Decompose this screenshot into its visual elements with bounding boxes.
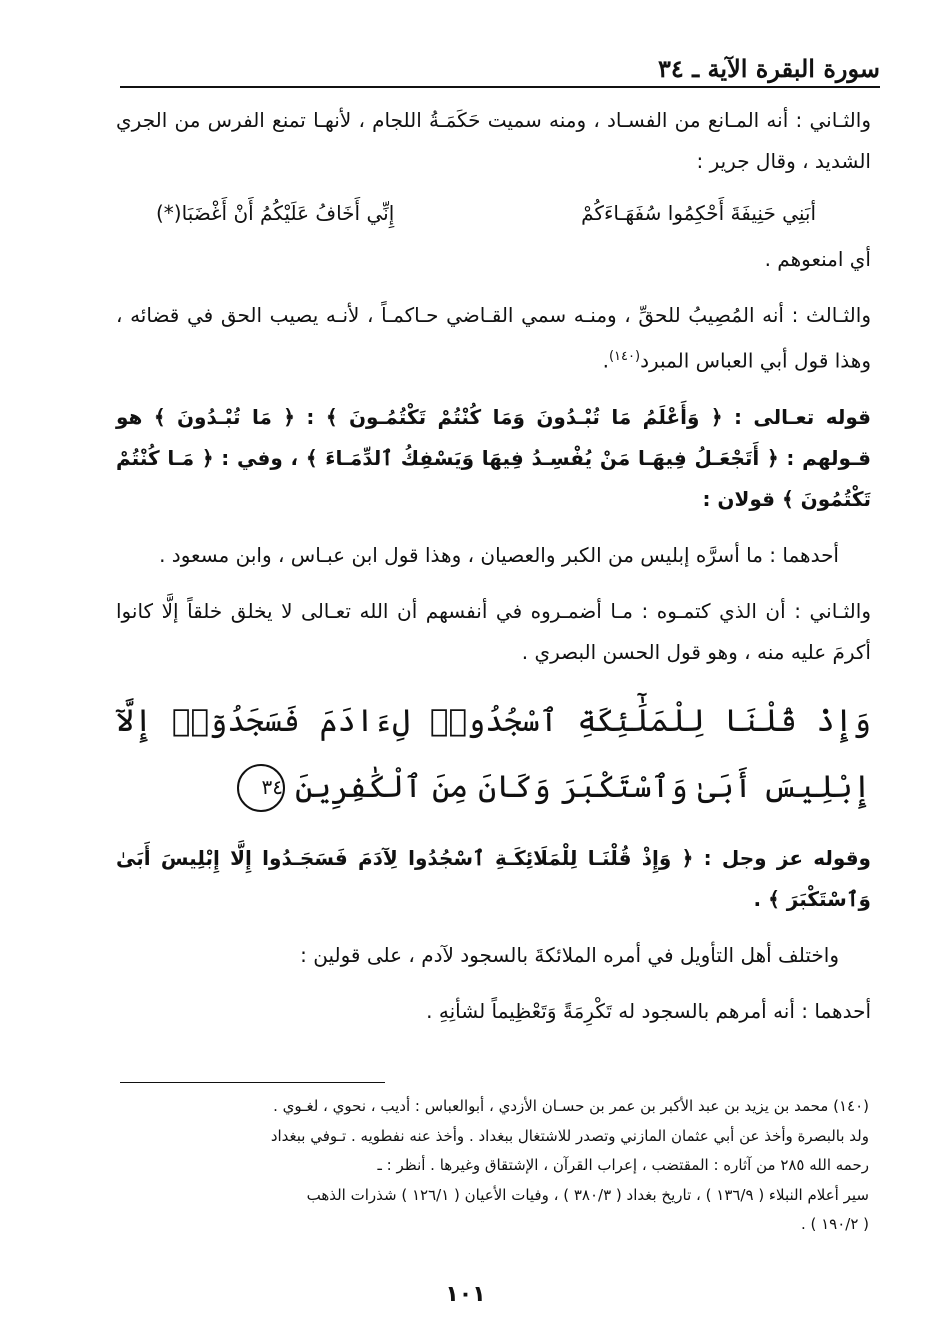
footnote-line: رحمه الله ٢٨٥ من آثاره : المقتضب ، إعراب القرآن ، الإشتقاق وغيرها . أنظر : ـ [377, 1156, 869, 1174]
quran-ayah [116, 688, 871, 820]
paragraph-third-meaning [116, 295, 871, 382]
header-rule [120, 86, 880, 88]
footnote-line: ( ١٩٠/٢ ) . [800, 1215, 869, 1233]
footnote-separator [120, 1082, 385, 1083]
footnote-reference[interactable]: (١٤٠) [608, 349, 641, 364]
third-meaning-text: والثـالث : أنه المُصِيبُ للحقِّ ، ومنـه سمي القـاضي حـاكمـاً ، لأنـه يصيب الحق في قضائه ، وهذا قول أبي العباس المبرد [116, 303, 871, 373]
paragraph-second-view: والثـاني : أن الذي كتمـوه : مـا أضمـروه في أنفسهم أن الله تعـالى لا يخلق خلقاً إلَّا كانوا أكرمَ عليه منه ، وهو قول الحسن البصري . [116, 598, 871, 664]
page-number: ١٠١ [445, 1282, 486, 1307]
poetry-verse [156, 193, 816, 233]
running-title: سورة البقرة الآية ـ ٣٤ [658, 54, 880, 83]
paragraph-second-meaning: والثـاني : أنه المـانع من الفسـاد ، ومنه سميت حَكَمَـةُ اللجام ، لأنهـا تمنع الفرس من الجري الشديد ، وقال جرير : [116, 108, 871, 173]
verse-second-hemistich: إِنِّي أَخَافُ عَلَيْكُمُ أَنْ أَغْضَبَا(*) [156, 201, 395, 225]
paragraph-two-opinions: واختلف أهل التأويل في أمره الملائكةَ بالسجود لآدم ، على قولين : [300, 942, 839, 967]
ayah-number-marker: ٣٤ [237, 764, 285, 812]
third-meaning-end: . [602, 348, 609, 373]
footnote-line: (١٤٠) محمد بن يزيد بن عبد الأكبر بن عمر بن حسـان الأزدي ، أبوالعباس : أديب ، نحوي ، لغـوي . [273, 1097, 869, 1115]
footnote-line: ولد بالبصرة وأخذ عن أبي عثمان المازني وتصدر للاشتغال ببغداد . وأخذ عنه نفطويه . تـوفي ببغداد [270, 1126, 869, 1145]
paragraph-restrain: أي امنعوهم . [764, 247, 871, 271]
paragraph-first-opinion: أحدهما : أنه أمرهم بالسجود له تَكْرِمَةً وَتَعْظِيماً لشأنِهِ . [426, 998, 871, 1023]
paragraph-verse-commentary: قوله تعـالى : ﴿ وَأَعْلَمُ مَا تُبْـدُونَ وَمَا كُنْتُمْ تَكْتُمُـونَ ﴾ : ﴿ مَا تُبْـدُونَ ﴾ هو قـولهم : ﴿ أَتَجْعَـلُ فِيهَـا مَنْ يُفْسِـدُ فِيهَا وَيَسْفِكُ ٱلدِّمَـاءَ ﴾ ، وفي : ﴿ مَـا كُنْتُمْ تَكْتُمُونَ ﴾ قولان : [116, 404, 871, 511]
paragraph-first-view: أحدهما : ما أسرَّه إبليس من الكبر والعصيان ، وهذا قول ابن عبـاس ، وابن مسعود . [159, 542, 839, 567]
verse-first-hemistich: أبَنِي حَنِيفَةَ أَحْكِمُوا سُفَهَـاءَكُمْ [581, 201, 816, 225]
footnotes [114, 1092, 869, 1240]
main-text [116, 100, 871, 1047]
footnote-line: سير أعلام النبلاء ( ١٣٦/٩ ) ، تاريخ بغداد ( ٣٨٠/٣ ) ، وفيات الأعيان ( ١٢٦/١ ) شذرات الذهب [306, 1185, 869, 1204]
paragraph-prostration-verse: وقوله عز وجل : ﴿ وَإِذْ قُلْنَـا لِلْمَلَائِكَـةِ ٱسْجُدُوا لِآدَمَ فَسَجَـدُوا إِلَّا إِبْلِيسَ أَبَىٰ وَٱسْتَكْبَرَ ﴾ . [116, 845, 871, 911]
ayah-text: وَإِذْ قُلْنَا لِلْمَلَٰٓئِكَةِ ٱسْجُدُوا۟ لِءَادَمَ فَسَجَدُوٓا۟ إِلَّآ إِبْلِيسَ أَبَىٰ وَٱسْتَكْبَرَ وَكَانَ مِنَ ٱلْكَٰفِرِينَ [116, 702, 871, 805]
page-header [120, 50, 880, 90]
